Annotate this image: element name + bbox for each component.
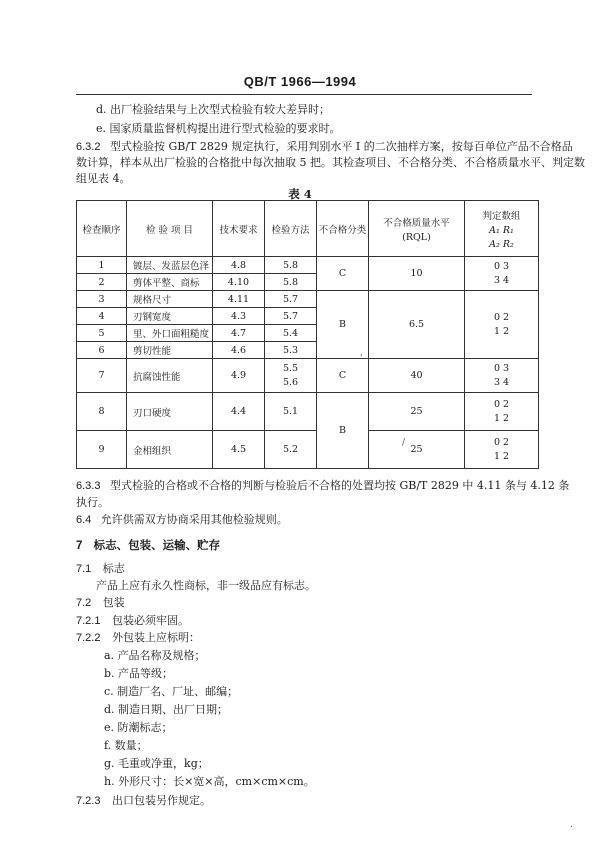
cell-method — [265, 359, 317, 393]
clause-number: 7.2.2 — [76, 632, 101, 644]
clause-7-2-2 — [76, 630, 200, 646]
cell-rql: 10 — [369, 257, 465, 291]
judge-first: 0 2 — [493, 437, 510, 448]
list-item-f — [104, 738, 148, 753]
clause-text: 允许供需双方协商采用其他检验规则。 — [100, 513, 288, 526]
clause-7-1-body: 产品上应有永久性商标，非一级品应有标志。 — [96, 579, 316, 592]
cell-seq: 4 — [77, 308, 127, 325]
table-header-row — [77, 201, 539, 257]
judge-second: 1 2 — [493, 326, 510, 337]
header-tech: 技术要求 — [213, 201, 265, 257]
cell-judge — [465, 359, 539, 393]
cell-rql: 25 — [369, 393, 465, 431]
cell-item: 剪体平整、商标 — [127, 274, 213, 291]
clause-6-3-2-line2: 数计算，样本从出厂检验的合格批中每次抽取 5 把。其检查项目、不合格分类、不合格质量水平、判定数 — [76, 156, 585, 169]
clause-number: 7.1 — [76, 563, 92, 575]
section-7-heading — [76, 537, 220, 553]
item-label: b. — [104, 667, 115, 680]
item-text: 国家质量监督机构提出进行型式检验的要求时。 — [109, 122, 341, 135]
cell-tech: 4.6 — [213, 342, 265, 359]
header-seq: 检查顺序 — [77, 201, 127, 257]
table-row — [77, 359, 539, 393]
clause-7-2-3 — [76, 793, 211, 809]
cell-method: 5.7 — [265, 291, 317, 308]
item-label: e. — [96, 122, 107, 135]
item-text: 防潮标志； — [117, 721, 173, 734]
cell-seq: 3 — [77, 291, 127, 308]
item-label: e. — [104, 721, 115, 734]
table-caption: 表 4 — [288, 187, 312, 201]
judge-first: 0 2 — [493, 312, 510, 323]
judge-first: 0 2 — [493, 399, 510, 410]
cell-seq: 5 — [77, 325, 127, 342]
clause-6-4 — [76, 512, 288, 528]
cell-judge — [465, 393, 539, 431]
judge-first: 0 3 — [493, 363, 510, 374]
inspection-table — [76, 200, 539, 469]
cell-method: 5.7 — [265, 308, 317, 325]
cell-rql: 25 — [369, 431, 465, 469]
list-item-a — [104, 648, 206, 663]
scan-speck: / — [402, 438, 406, 448]
clause-number: 6.3.2 — [76, 141, 101, 153]
cell-item: 里、外口面粗糙度 — [127, 325, 213, 342]
cell-item: 金相组织 — [127, 431, 213, 469]
header-judge-r2: A₂ R₂ — [489, 238, 514, 250]
cell-item: 抗腐蚀性能 — [127, 359, 213, 393]
list-item-e2 — [104, 720, 173, 735]
document-header-title: QB/T 1966—1994 — [243, 74, 357, 89]
table-row — [77, 393, 539, 431]
scan-speck: . — [570, 820, 573, 830]
clause-7-2-heading — [76, 595, 125, 611]
clause-7-2-1 — [76, 613, 189, 629]
item-text: 产品等级； — [118, 667, 174, 680]
header-method: 检验方法 — [265, 201, 317, 257]
item-text: 产品名称及规格； — [117, 649, 206, 662]
cell-method: 5.8 — [265, 257, 317, 274]
judge-second: 1 2 — [493, 451, 510, 462]
method-first: 5.5 — [282, 363, 299, 374]
cell-seq: 7 — [77, 359, 127, 393]
item-label: g. — [104, 757, 115, 770]
cell-judge — [465, 431, 539, 469]
cell-rql: 40 — [369, 359, 465, 393]
list-item-d2 — [104, 702, 228, 717]
method-second: 5.6 — [282, 377, 299, 388]
clause-text: 外包装上应标明： — [111, 631, 200, 644]
cell-tech: 4.8 — [213, 257, 265, 274]
clause-number: 7.2 — [76, 597, 92, 609]
clause-number: 6.4 — [76, 514, 92, 526]
cell-item: 刃钢宽度 — [127, 308, 213, 325]
judge-second: 3 4 — [493, 377, 510, 388]
list-item-h — [104, 774, 315, 789]
section-title: 标志、包装、运输、贮存 — [93, 540, 221, 552]
header-class: 不合格分类 — [317, 201, 369, 257]
clause-6-3-2-line3: 组见表 4。 — [76, 172, 131, 185]
cell-judge — [465, 257, 539, 291]
header-judge-title: 判定数组 — [482, 210, 521, 222]
cell-seq: 8 — [77, 393, 127, 431]
cell-tech: 4.9 — [213, 359, 265, 393]
clause-6-3-2-line1 — [76, 139, 573, 155]
item-label: f. — [104, 739, 112, 752]
judge-second: 1 2 — [493, 413, 510, 424]
header-item: 检 验 项 目 — [127, 201, 213, 257]
item-text: 制造日期、出厂日期； — [118, 703, 229, 716]
list-item-c — [104, 684, 238, 699]
cell-class: B — [317, 291, 369, 359]
cell-tech: 4.3 — [213, 308, 265, 325]
clause-6-3-3-line2: 执行。 — [76, 496, 109, 509]
item-text: 外形尺寸：长×宽×高，cm×cm×cm。 — [118, 775, 315, 788]
item-text: 毛重或净重，kg； — [118, 757, 209, 770]
header-judge — [465, 201, 539, 257]
cell-class: C — [317, 359, 369, 393]
clause-title: 包装 — [102, 596, 125, 609]
header-judge-r1: A₁ R₁ — [489, 224, 514, 236]
item-label: a. — [104, 649, 115, 662]
item-text: 出厂检验结果与上次型式检验有较大差异时； — [110, 103, 331, 116]
cell-rql: 6.5 — [369, 291, 465, 359]
judge-second: 3 4 — [493, 275, 510, 286]
table-row — [77, 257, 539, 274]
item-text: 数量； — [114, 739, 148, 752]
cell-tech: 4.11 — [213, 291, 265, 308]
item-label: c. — [104, 685, 114, 698]
header-rql — [369, 201, 465, 257]
list-item-b — [104, 666, 173, 681]
cell-seq: 1 — [77, 257, 127, 274]
cell-method: 5.8 — [265, 274, 317, 291]
header-rql-line1: 不合格质量水平 — [383, 217, 450, 229]
clause-title: 标志 — [102, 562, 125, 575]
header-rql-line2: (RQL) — [402, 231, 431, 243]
cell-judge — [465, 291, 539, 359]
clause-text: 型式检验按 GB/T 2829 规定执行，采用判别水平 Ⅰ 的二次抽样方案，按每百单位产品不合格品 — [109, 140, 573, 153]
item-text: 制造厂名、厂址、邮编； — [117, 685, 239, 698]
section-number: 7 — [76, 540, 83, 552]
cell-item: 剪切性能 — [127, 342, 213, 359]
cell-method: 5.3 — [265, 342, 317, 359]
cell-item: 镀层、发蓝层色泽 — [127, 257, 213, 274]
cell-seq: 2 — [77, 274, 127, 291]
item-label: d. — [96, 103, 107, 116]
item-label: h. — [104, 775, 115, 788]
clause-7-1-heading — [76, 561, 125, 577]
clause-6-3-3-line1 — [76, 478, 569, 494]
table-row — [77, 431, 539, 469]
clause-number: 7.2.1 — [76, 615, 101, 627]
item-label: d. — [104, 703, 115, 716]
scan-speck: , — [360, 348, 363, 358]
cell-item: 规格尺寸 — [127, 291, 213, 308]
list-item-d — [96, 102, 330, 117]
cell-seq: 9 — [77, 431, 127, 469]
cell-tech: 4.4 — [213, 393, 265, 431]
cell-tech: 4.5 — [213, 431, 265, 469]
cell-item: 刃口硬度 — [127, 393, 213, 431]
cell-method: 5.2 — [265, 431, 317, 469]
cell-class: B — [317, 393, 369, 469]
cell-method: 5.1 — [265, 393, 317, 431]
clause-number: 6.3.3 — [76, 480, 101, 492]
judge-first: 0 3 — [493, 261, 510, 272]
clause-text: 型式检验的合格或不合格的判断与检验后不合格的处置均按 GB/T 2829 中 4.11 条与 4.12 条 — [109, 479, 570, 492]
clause-number: 7.2.3 — [76, 795, 101, 807]
cell-method: 5.4 — [265, 325, 317, 342]
table-row — [77, 291, 539, 308]
list-item-e — [96, 121, 341, 136]
header-rule — [76, 94, 532, 95]
clause-text: 包装必须牢固。 — [111, 614, 189, 627]
cell-tech: 4.10 — [213, 274, 265, 291]
list-item-g — [104, 756, 209, 771]
cell-class: C — [317, 257, 369, 291]
cell-tech: 4.7 — [213, 325, 265, 342]
clause-text: 出口包装另作规定。 — [111, 794, 211, 807]
cell-seq: 6 — [77, 342, 127, 359]
